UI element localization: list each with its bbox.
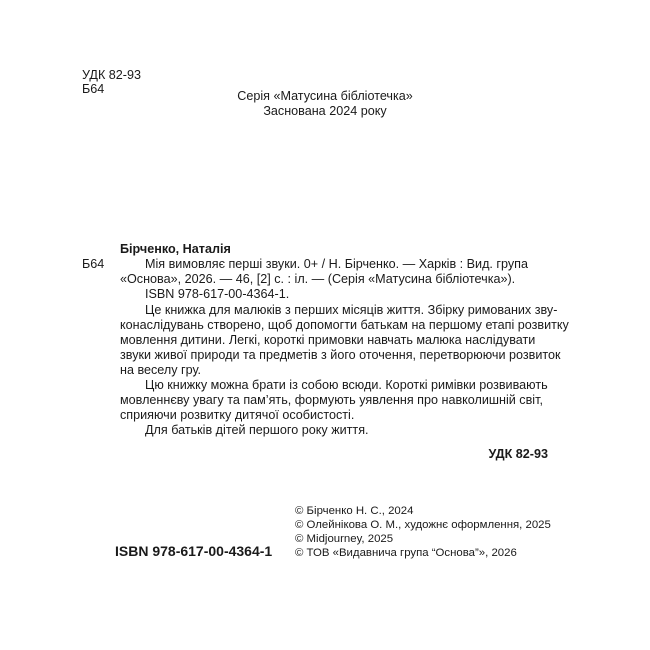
text-line: Це книжка для малюків з перших місяців життя. Збірку римованих зву-: [145, 303, 558, 317]
footer-isbn: ISBN 978-617-00-4364-1: [115, 543, 273, 559]
text-line: конаслідувань створено, щоб допомогти батькам на першому етапі розвитку: [120, 318, 569, 332]
udk-code: УДК 82-93: [82, 68, 142, 82]
text-line: мовленнєву увагу та пам’ять, формують уявлення про навколишній світ,: [120, 393, 543, 407]
record-title-line: Мія вимовляє перші звуки. 0+ / Н. Бірченко. — Харків : Вид. група: [145, 257, 529, 271]
record-udk: УДК 82-93: [488, 447, 548, 461]
series-founded: Заснована 2024 року: [263, 104, 387, 118]
copyright-line: © ТОВ «Видавнича група “Основа”», 2026: [295, 547, 517, 559]
copyright-line: © Бірченко Н. С., 2024: [295, 505, 414, 517]
copyright-line: © Олейнікова О. М., художнє оформлення, 2025: [295, 519, 551, 531]
record-imprint-line: «Основа», 2026. — 46, [2] с. : іл. — (Серія «Матусина бібліотечка»).: [120, 272, 516, 286]
text-line: мовлення дитини. Легкі, короткі примовки навчать малюка наслідувати: [120, 333, 536, 347]
bbk-code: Б64: [82, 82, 105, 96]
text-line: сприяючи розвитку дитячої особистості.: [120, 408, 355, 422]
copyright-line: © Midjourney, 2025: [295, 533, 394, 545]
text-line: Цю книжку можна брати із собою всюди. Короткі римівки розвивають: [145, 378, 548, 392]
text-line: звуки живої природи та предметів з його оточення, перетворюючи розвиток: [120, 348, 561, 362]
audience-note: Для батьків дітей першого року життя.: [145, 423, 369, 437]
record-bbk: Б64: [82, 257, 105, 271]
record-isbn: ISBN 978-617-00-4364-1.: [145, 287, 290, 301]
author-name: Бірченко, Наталія: [120, 242, 231, 256]
text-line: на веселу гру.: [120, 363, 202, 377]
series-title: Серія «Матусина бібліотечка»: [237, 89, 413, 103]
